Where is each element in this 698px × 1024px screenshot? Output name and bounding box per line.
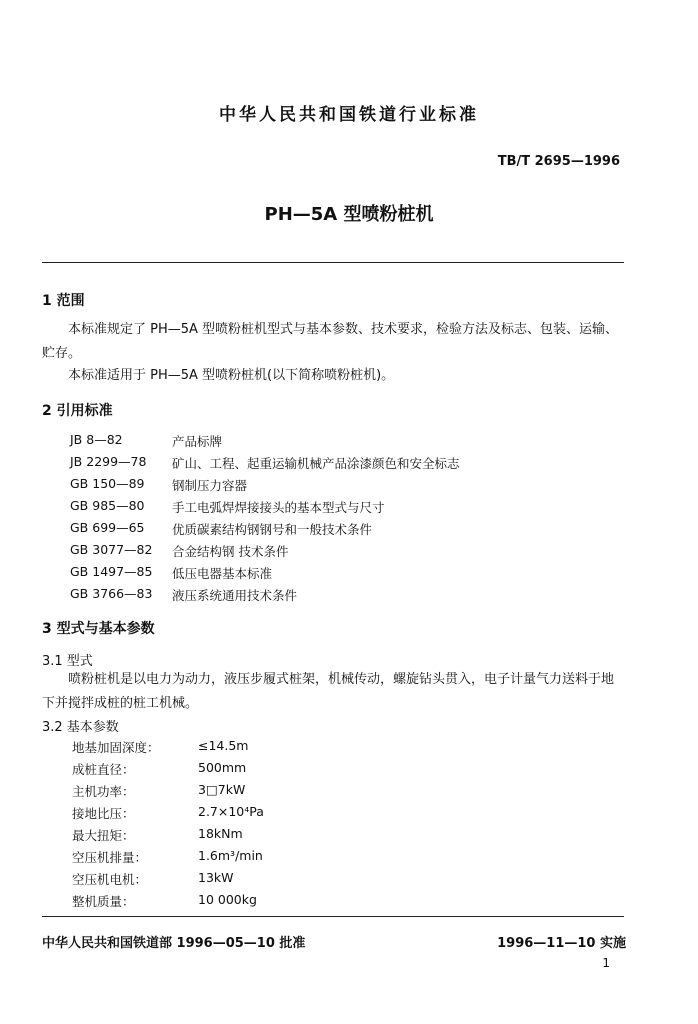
ref-title: 手工电弧焊焊接接头的基本型式与尺寸 <box>172 500 385 515</box>
ref-title: 优质碳素结构钢钢号和一般技术条件 <box>172 522 373 537</box>
ref-title: 产品标牌 <box>172 434 223 449</box>
param-value: 18kNm <box>198 826 243 841</box>
param-value: 2.7×10⁴Pa <box>198 804 264 819</box>
ref-code: GB 150—89 <box>70 476 145 491</box>
ref-code: JB 2299—78 <box>70 454 147 469</box>
ref-code: GB 699—65 <box>70 520 145 535</box>
bottom-divider <box>42 916 624 917</box>
ref-code: GB 1497—85 <box>70 564 153 579</box>
param-label: 空压机排量： <box>72 850 148 865</box>
param-value: 3□7kW <box>198 782 246 797</box>
section-1-heading: 1 范围 <box>42 293 85 309</box>
effective-date: 1996—11—10 实施 <box>497 936 626 951</box>
param-label: 成桩直径： <box>72 762 135 777</box>
param-value: 13kW <box>198 870 234 885</box>
section-1-para-1: 本标准规定了 PH—5A 型喷粉桩机型式与基本参数、技术要求，检验方法及标志、包装、运输、贮存。 <box>42 322 619 361</box>
section-1-para-2: 本标准适用于 PH—5A 型喷粉桩机(以下简称喷粉桩机)。 <box>68 368 395 383</box>
param-value: 10 000kg <box>198 892 257 907</box>
ref-title: 低压电器基本标准 <box>172 566 273 581</box>
section-3-2-heading: 3.2 基本参数 <box>42 720 119 735</box>
param-value: 500mm <box>198 760 247 775</box>
param-value: 1.6m³/min <box>198 848 263 863</box>
ref-code: GB 3766—83 <box>70 586 153 601</box>
param-label: 最大扭矩： <box>72 828 135 843</box>
document-title: PH—5A 型喷粉桩机 <box>264 204 434 225</box>
ref-title: 矿山、工程、起重运输机械产品涂漆颜色和安全标志 <box>172 456 460 471</box>
ref-title: 钢制压力容器 <box>172 478 248 493</box>
param-label: 地基加固深度： <box>72 740 160 755</box>
ref-title: 合金结构钢 技术条件 <box>172 544 289 559</box>
ref-title: 液压系统通用技术条件 <box>172 588 298 603</box>
param-label: 整机质量： <box>72 894 135 909</box>
param-label: 空压机电机： <box>72 872 148 887</box>
section-3-1-text: 喷粉桩机是以电力为动力，液压步履式桩架，机械传动，螺旋钻头贯入，电子计量气力送料于地下并搅拌成桩的桩工机械。 <box>42 672 615 711</box>
standard-code: TB/T 2695—1996 <box>497 154 620 169</box>
top-divider <box>42 262 624 263</box>
param-value: ≤14.5m <box>198 738 249 753</box>
page-number: 1 <box>602 956 610 970</box>
ref-code: GB 985—80 <box>70 498 145 513</box>
param-label: 接地比压： <box>72 806 135 821</box>
param-label: 主机功率： <box>72 784 135 799</box>
ref-code: GB 3077—82 <box>70 542 153 557</box>
section-3-1-heading: 3.1 型式 <box>42 654 93 669</box>
section-3-heading: 3 型式与基本参数 <box>42 621 155 637</box>
approval-line: 中华人民共和国铁道部 1996—05—10 批准 <box>42 936 306 951</box>
section-2-heading: 2 引用标准 <box>42 403 113 419</box>
org-title: 中华人民共和国铁道行业标准 <box>219 105 479 125</box>
ref-code: JB 8—82 <box>70 432 123 447</box>
